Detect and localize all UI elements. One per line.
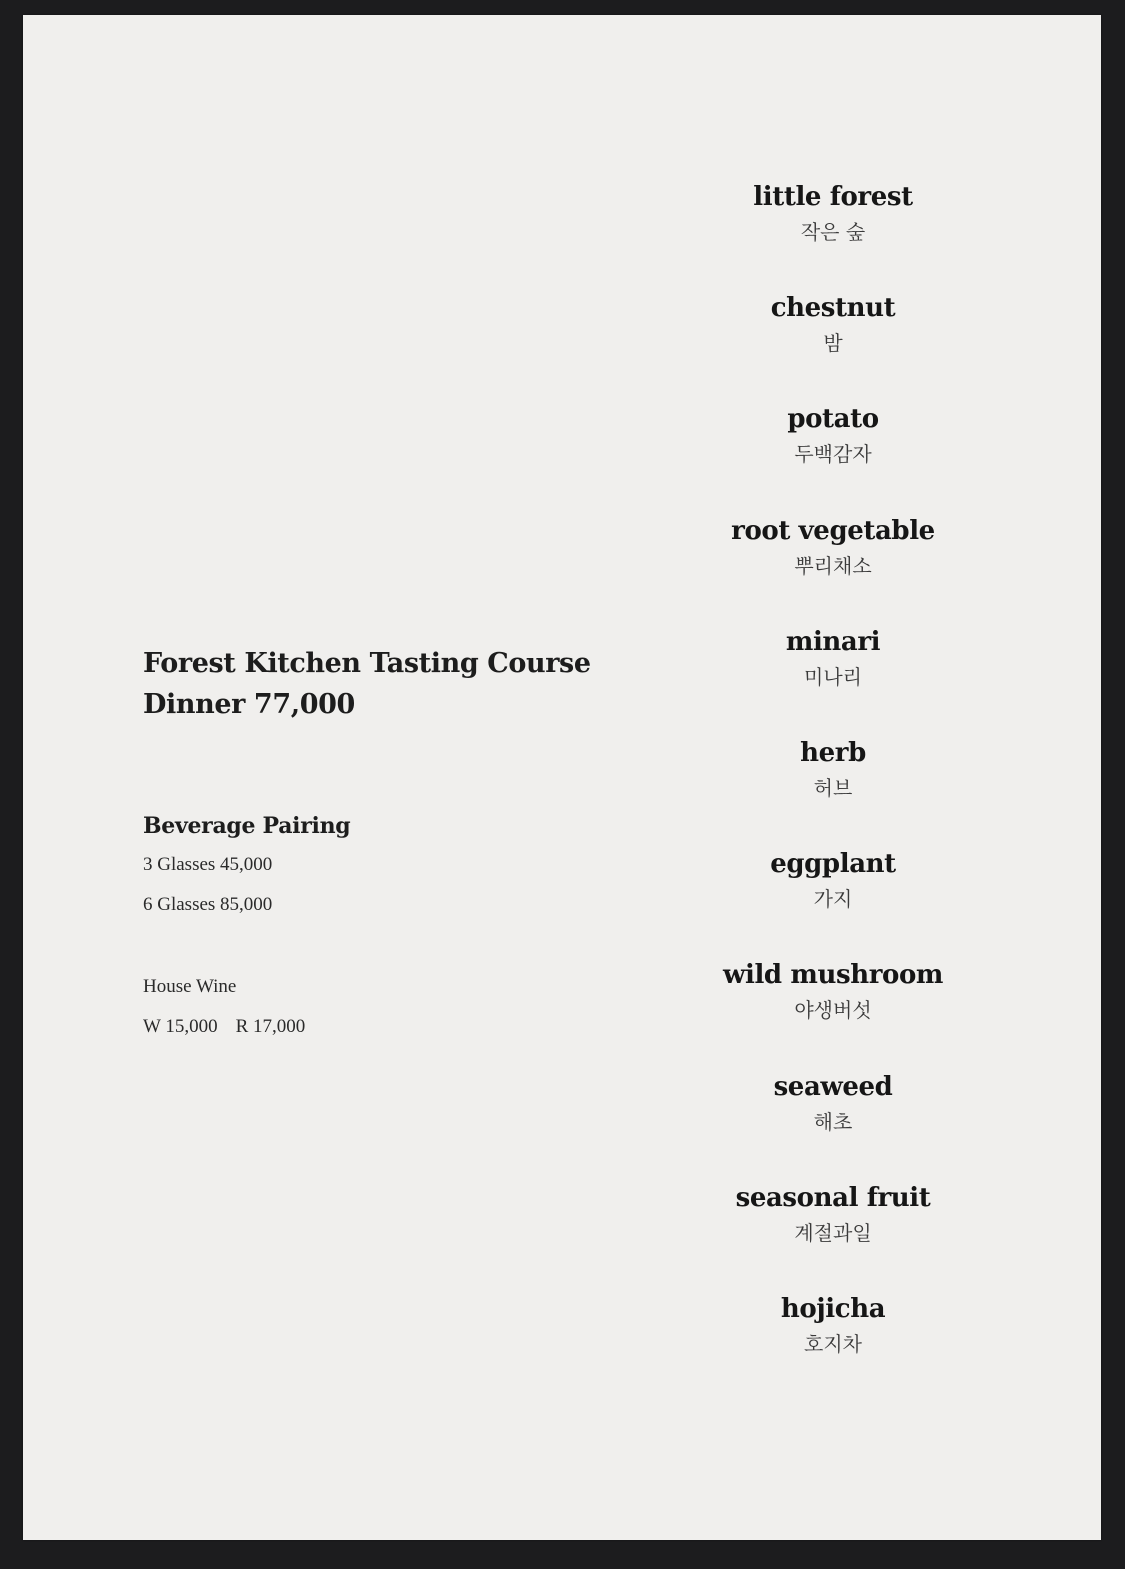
course-name-ko: 호지차 <box>804 1331 862 1356</box>
course-item <box>683 514 983 625</box>
house-wine-red-price: R 17,000 <box>235 1016 306 1037</box>
course-name-ko: 작은 숲 <box>800 220 866 244</box>
course-name-en: potato <box>787 404 879 435</box>
course-name-en: minari <box>785 626 881 657</box>
house-wine-prices <box>143 1007 623 1047</box>
course-name-en: chestnut <box>770 293 896 324</box>
course-name-ko: 허브 <box>813 775 853 800</box>
house-wine-title: House Wine <box>143 976 237 997</box>
house-wine-white-price: W 15,000 <box>143 1016 218 1037</box>
course-item <box>683 625 983 736</box>
beverage-pairing-title: Beverage Pairing <box>143 813 351 839</box>
course-name-ko: 야생버섯 <box>794 998 872 1023</box>
course-name-en: wild mushroom <box>722 960 943 991</box>
course-item <box>683 1070 983 1181</box>
course-name-ko: 계절과일 <box>794 1220 872 1245</box>
course-name-ko: 가지 <box>813 887 853 912</box>
course-name-en: seasonal fruit <box>735 1182 931 1213</box>
course-name-ko: 미나리 <box>804 664 862 689</box>
course-title: Forest Kitchen Tasting Course <box>143 648 591 679</box>
course-name-en: little forest <box>753 182 913 212</box>
pairing-option: 3 Glasses 45,000 <box>143 854 273 875</box>
course-name-en: root vegetable <box>731 515 935 546</box>
course-list <box>683 180 983 1403</box>
course-item <box>683 847 983 958</box>
beverage-pairing-options <box>143 845 623 925</box>
course-name-en: hojicha <box>780 1293 886 1324</box>
menu-page <box>23 15 1101 1540</box>
course-name-en: herb <box>800 737 866 768</box>
course-item <box>683 736 983 847</box>
pairing-option: 6 Glasses 85,000 <box>143 894 273 915</box>
course-price: Dinner 77,000 <box>143 689 355 720</box>
course-item <box>683 180 983 291</box>
course-name-en: eggplant <box>770 849 896 880</box>
course-item <box>683 958 983 1069</box>
course-name-en: seaweed <box>773 1071 893 1102</box>
course-info <box>143 643 623 1047</box>
course-name-ko: 뿌리채소 <box>794 553 872 578</box>
course-name-ko: 두백감자 <box>794 442 872 467</box>
course-item <box>683 291 983 402</box>
course-name-ko: 해초 <box>813 1109 853 1134</box>
course-item <box>683 402 983 513</box>
course-item <box>683 1181 983 1292</box>
course-name-ko: 밤 <box>823 331 843 356</box>
course-item <box>683 1292 983 1403</box>
